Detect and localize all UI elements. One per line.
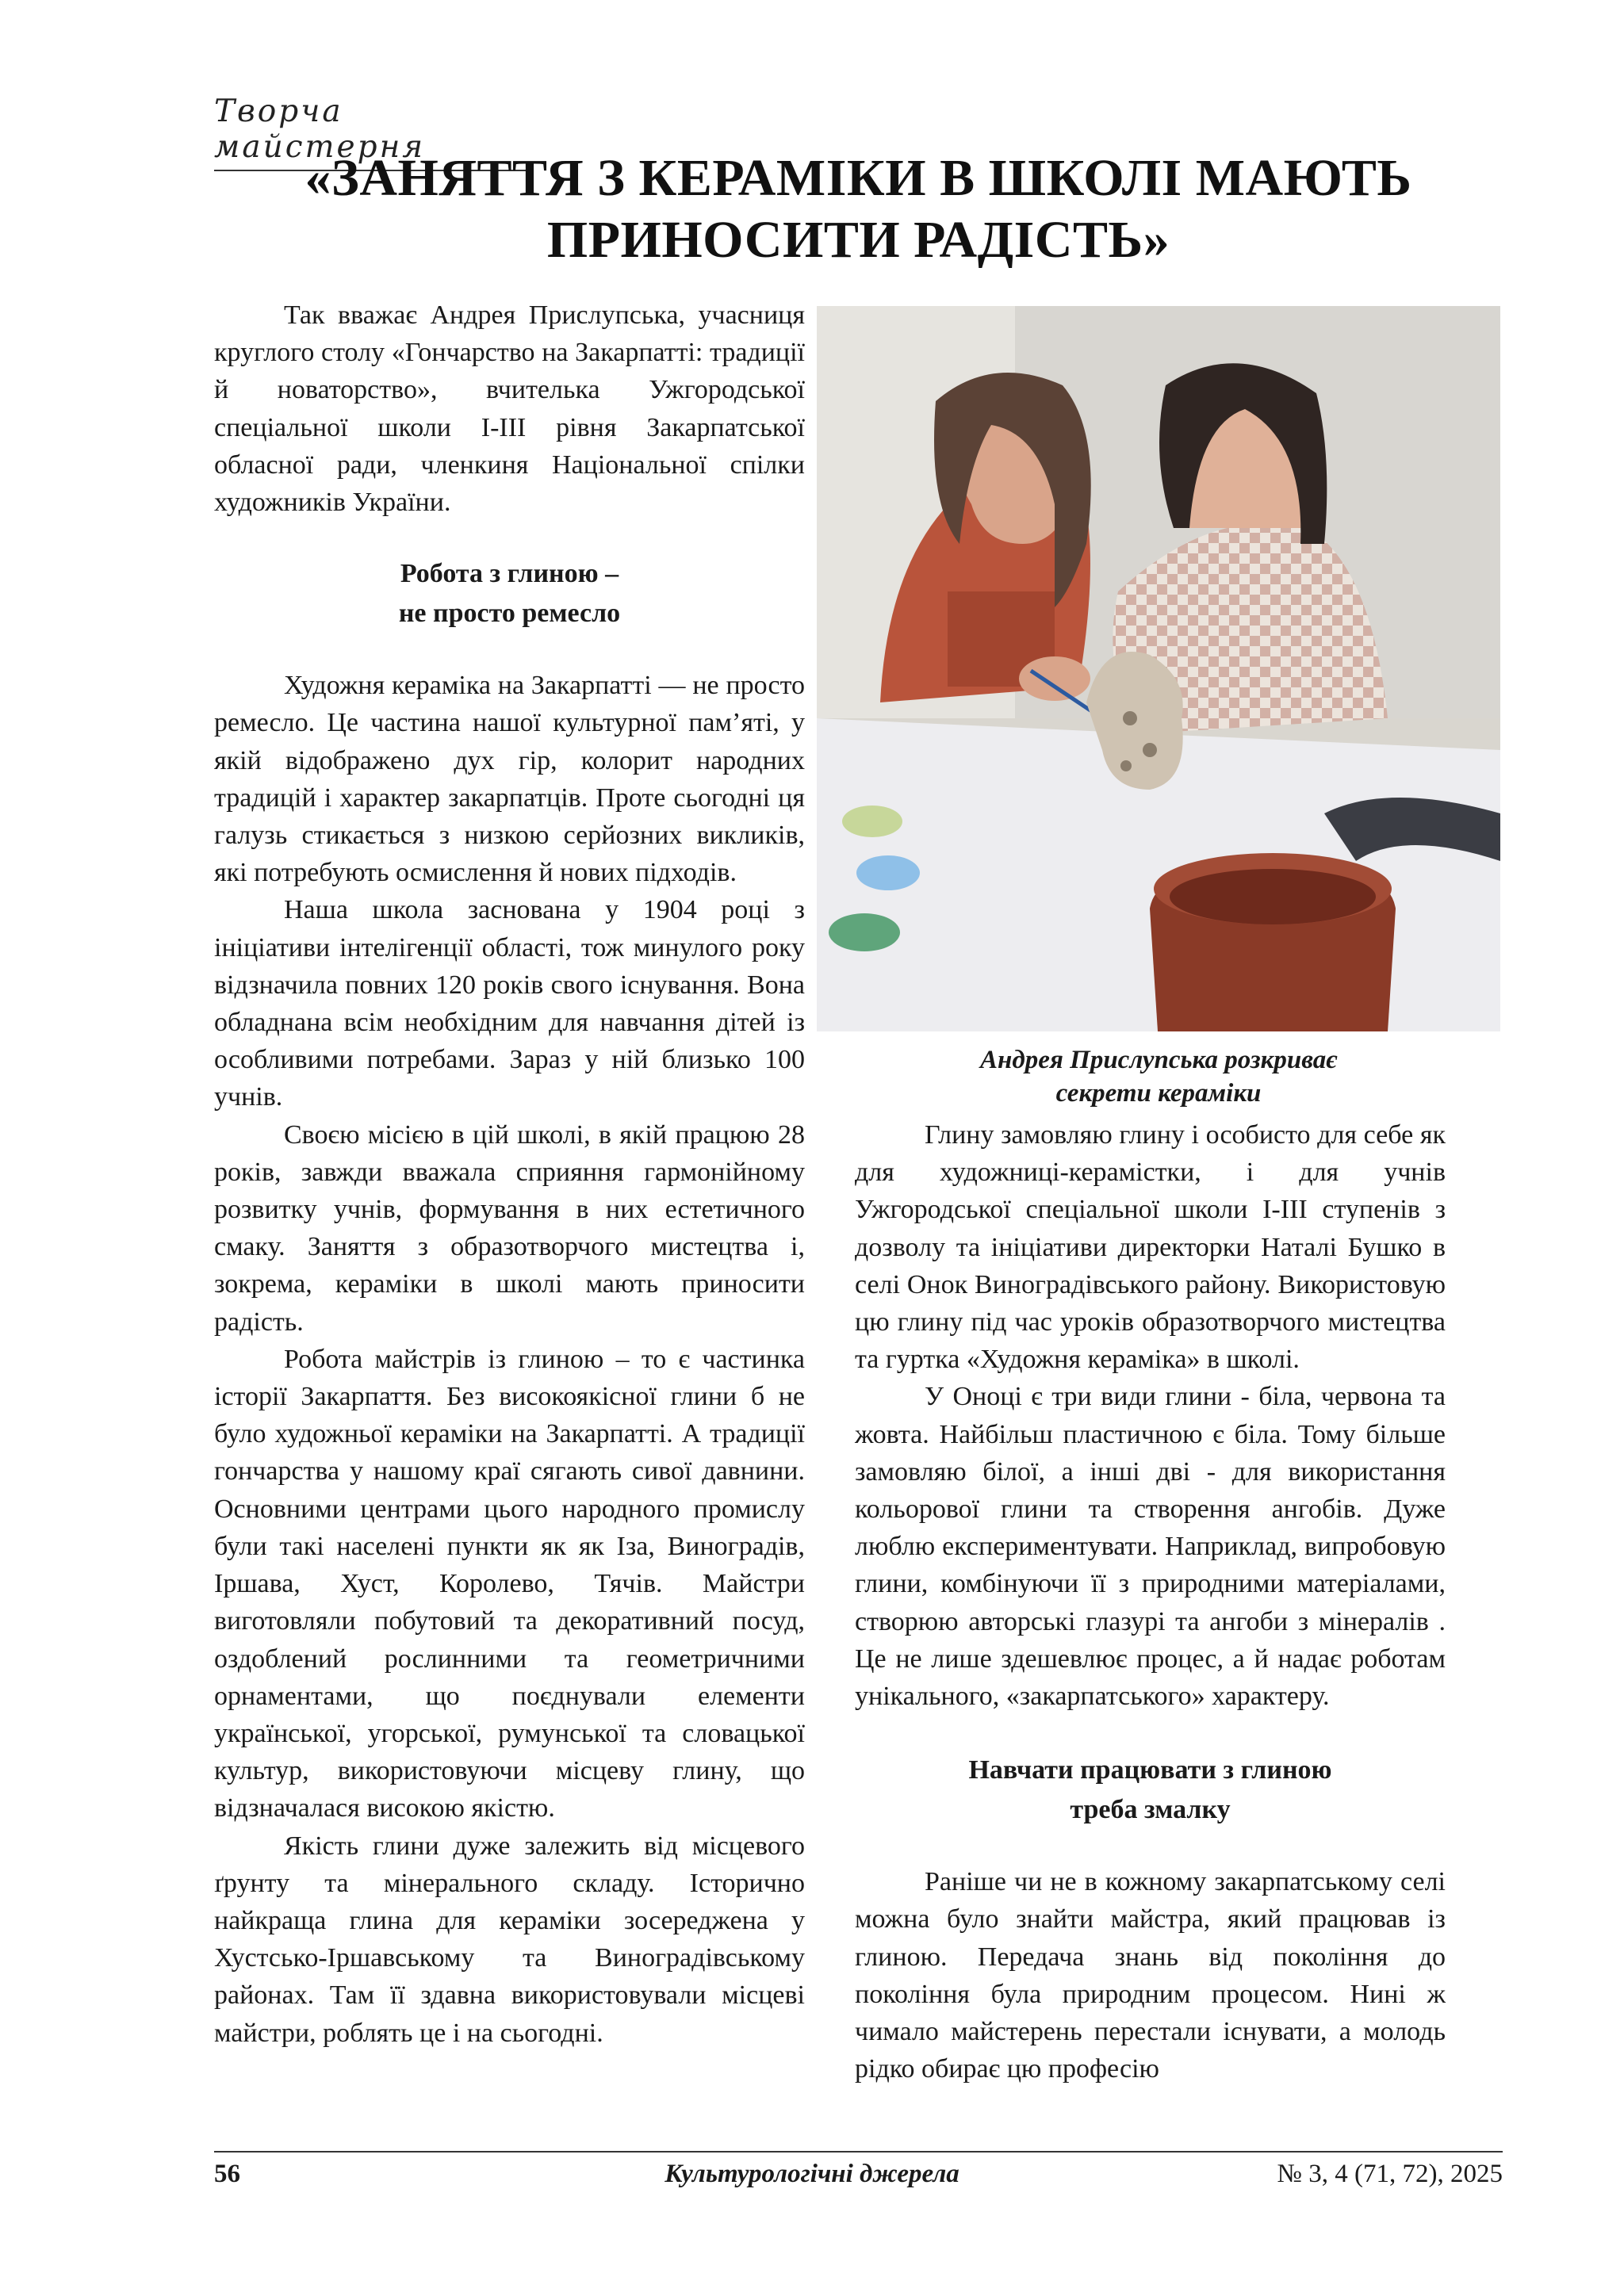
paragraph: Художня кераміка на Закарпатті — не просто ремесло. Це частина нашої культурної пам’яті, у якій відображено дух гір, колорит народних традицій і характер закарпатців. Проте сьогодні ця галузь стикається з низкою серйозних викликів, які потребують осмислення й нових підходів. xyxy=(214,671,805,888)
article-title xyxy=(214,147,1503,271)
section-heading-1-line-2: не просто ремесло xyxy=(398,599,621,629)
section-heading-1-line-1: Робота з глиною – xyxy=(400,559,619,589)
right-column xyxy=(855,1116,1446,2087)
journal-name: Культурологічні джерела xyxy=(665,2160,959,2188)
section-heading-2-line-2: треба змалку xyxy=(1070,1795,1231,1825)
paragraph: Наша школа заснована у 1904 році з ініціативи інтелігенції області, тож минулого року відзначила повних 120 років свого існування. Вона обладнана всім необхідним для навчання дітей із особливими потребами. Зараз у ній близько 100 учнів. xyxy=(214,895,805,1112)
paragraph: Якість глини дуже залежить від місцевого ґрунту та мінерального складу. Історично найкраща глина для кераміки зосереджена у Хустсько-Іршавському та Виноградівському районах. Там її здавна використовували місцеві майстри, роблять це і на сьогодні. xyxy=(214,1831,805,2048)
article-photo xyxy=(817,306,1500,1031)
caption-line-1: Андрея Прислупська розкриває xyxy=(980,1046,1337,1074)
paragraph: Раніше чи не в кожному закарпатському селі можна було знайти майстра, який працював із глиною. Передача знань від покоління до покоління була природним процесом. Нині ж чимало майстерень перестали існувати, а молодь рідко обирає цю професію xyxy=(855,1867,1446,2084)
photo-illustration xyxy=(817,306,1500,1031)
caption-line-2: секрети кераміки xyxy=(1055,1079,1262,1108)
page-number: 56 xyxy=(214,2160,240,2188)
paragraph: Глину замовляю глину і особисто для себе як для художниці-керамістки, і для учнів Ужгородської спеціальної школи І-ІІІ ступенів з дозволу та ініціативи директорки Наталі Бушко в селі Онок Виноградівського району. Використовую цю глину під час уроків образотворчого мистецтва та гуртка «Художня кераміка» в школі. xyxy=(855,1120,1446,1375)
issue-info: № 3, 4 (71, 72), 2025 xyxy=(1277,2160,1503,2188)
section-heading-2-line-1: Навчати працювати з глиною xyxy=(968,1755,1332,1785)
intro-paragraph: Так вважає Андрея Прислупська, учасниця круглого столу «Гончарство на Закарпатті: традиції й новаторство», вчителька Ужгородської спеціальної школи І-ІІІ рівня Закарпатської обласної ради, членкиня Національної спілки художників України. xyxy=(214,300,805,518)
paragraph: У Оноці є три види глини - біла, червона та жовта. Найбільш пластичною є біла. Тому більше замовляю білої, а інші дві - для використання кольорової глини та створення ангобів. Дуже люблю експериментувати. Наприклад, випробовую глини, комбінуючи її з природними матеріалами, створюю авторські глазурі та ангоби з мінералів . Це не лише здешевлює процес, а й надає роботам унікального, «закарпатського» характеру. xyxy=(855,1382,1446,1712)
title-line-1: «ЗАНЯТТЯ З КЕРАМІКИ В ШКОЛІ МАЮТЬ xyxy=(304,149,1412,207)
section-heading-2 xyxy=(855,1751,1446,1830)
section-heading-1 xyxy=(214,554,805,633)
photo-caption xyxy=(817,1043,1500,1110)
paragraph: Робота майстрів із глиною – то є частинка історії Закарпаття. Без високоякісної глини б не було художньої кераміки на Закарпатті. А традиції гончарства у нашому краї сягають сивої давнини. Основними центрами цього народного промислу були такі населені пункти як як Іза, Виноградів, Іршава, Хуст, Королево, Тячів. Майстри виготовляли побутовий та декоративний посуд, оздоблений рослинними та геометричними орнаментами, що поєднували елементи української, угорської, румунської та словацької культур, використовуючи місцеву глину, що відзначалася високою якістю. xyxy=(214,1344,805,1823)
title-line-2: ПРИНОСИТИ РАДІСТЬ» xyxy=(546,211,1170,269)
rubric-label: Творча майстерня xyxy=(214,94,531,171)
footer-divider xyxy=(214,2151,1503,2152)
left-column xyxy=(214,297,805,2052)
paragraph: Своєю місією в цій школі, в якій працюю 28 років, завжди вважала сприяння гармонійному розвитку учнів, формування в них естетичного смаку. Заняття з образотворчого мистецтва і, зокрема, кераміки в школі мають приносити радість. xyxy=(214,1119,805,1337)
